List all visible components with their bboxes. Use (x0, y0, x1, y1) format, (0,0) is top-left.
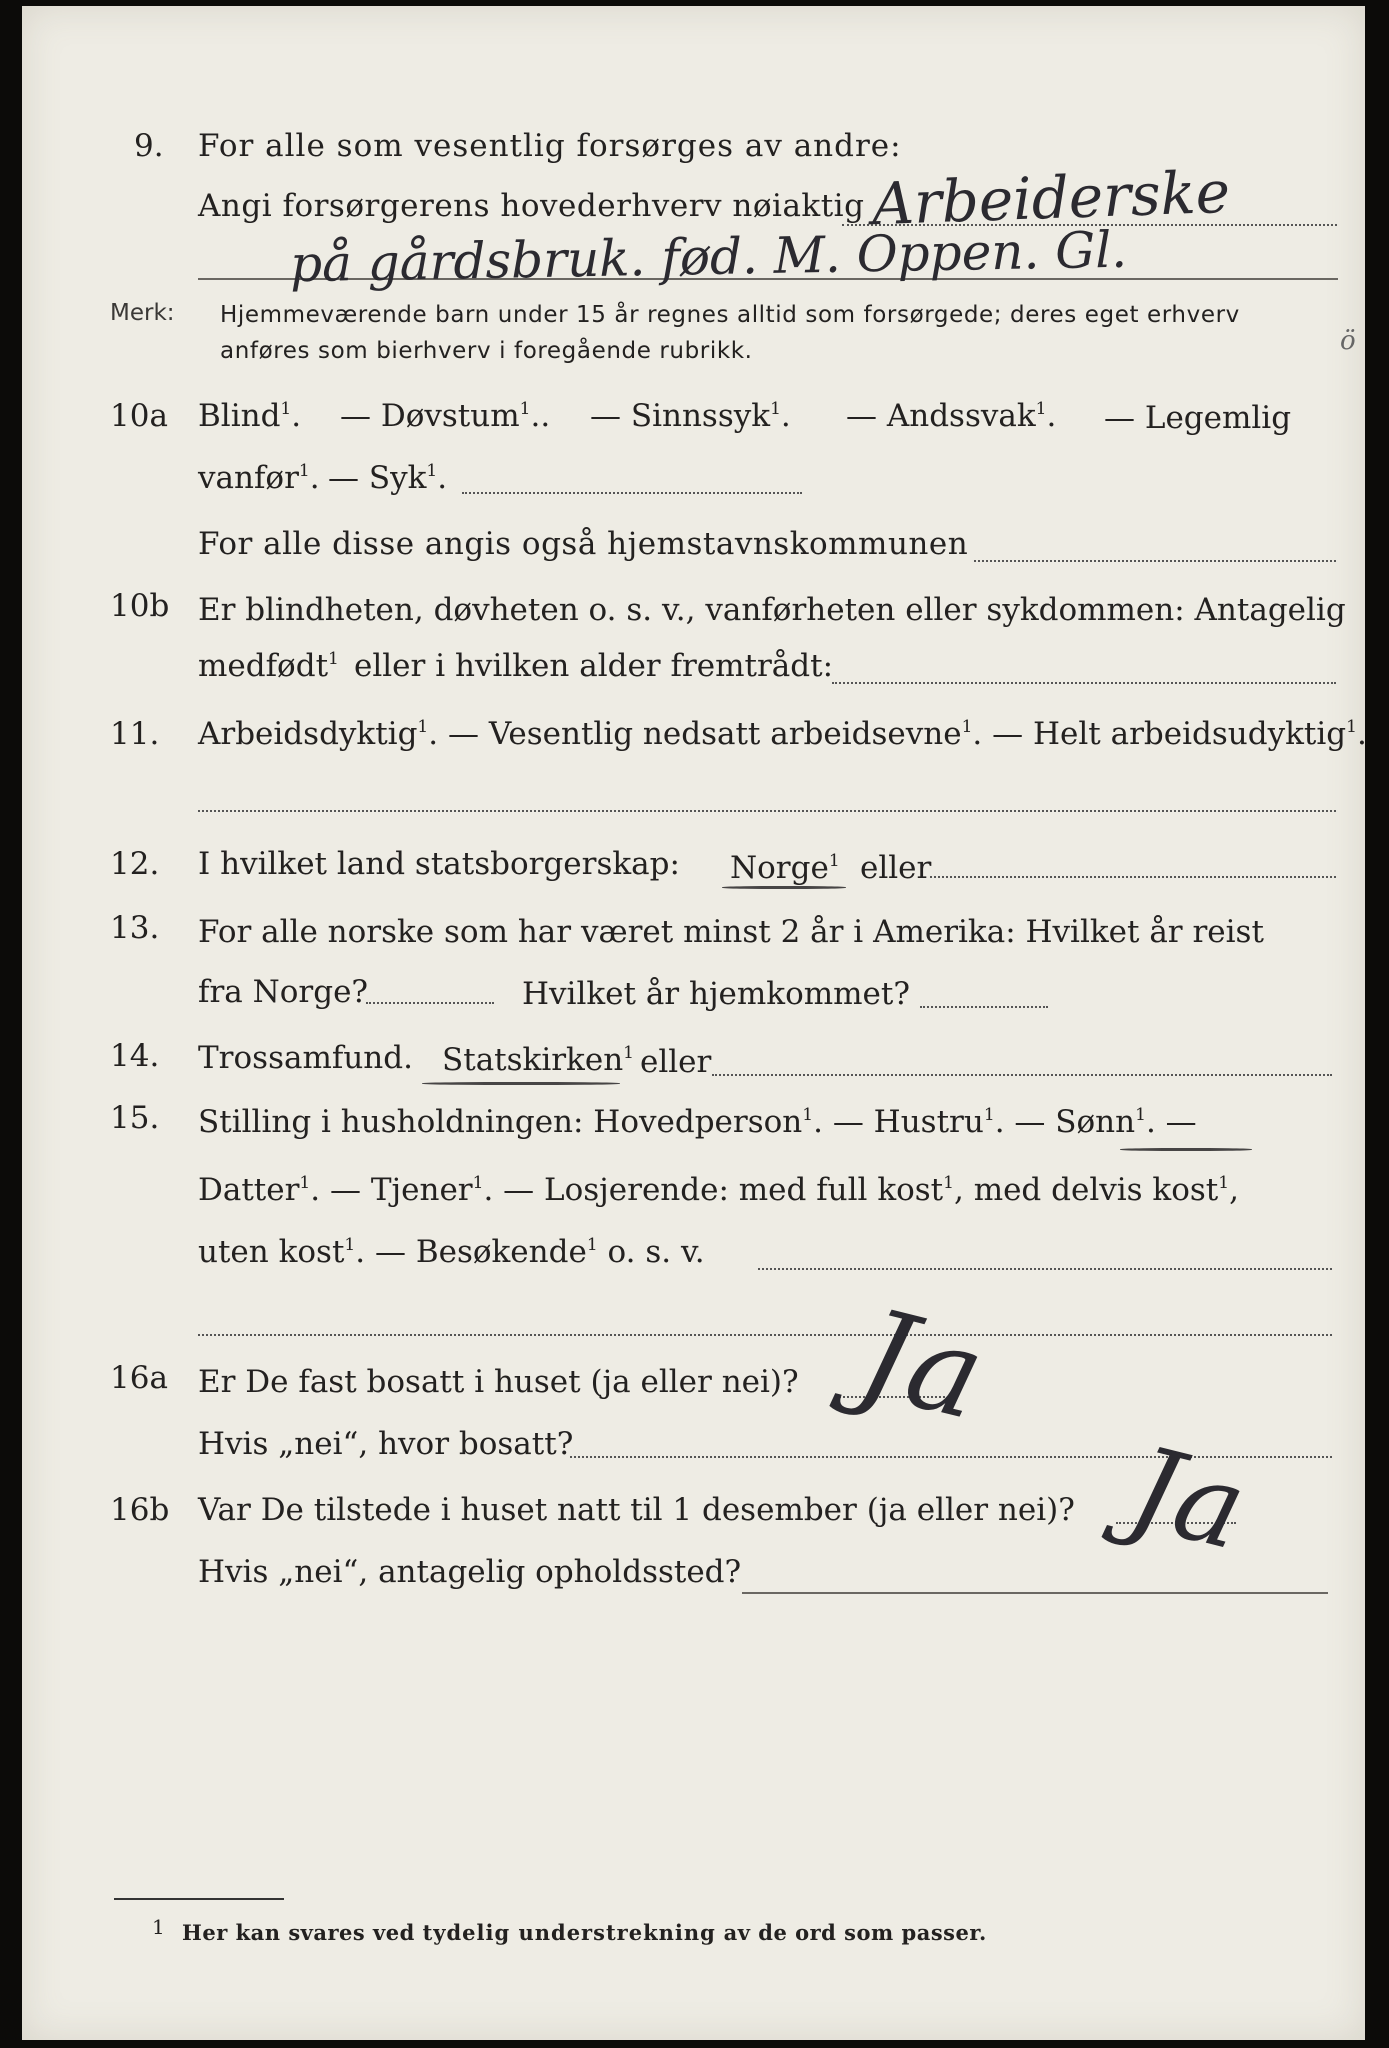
q15-line1: Stilling i husholdningen: Hovedperson$^1$. — Hustru$^1$. — Sønn$^1$. — (198, 1104, 1197, 1140)
q12-label: I hvilket land statsborgerskap: (198, 846, 680, 882)
q10a-blind: Blind$^1$. (198, 398, 302, 434)
q14-field[interactable] (712, 1074, 1332, 1076)
footnote-rule (114, 1898, 284, 1900)
q9-number: 9. (134, 128, 164, 164)
q11-number: 11. (110, 716, 160, 752)
q10a-sinnssyk: — Sinnssyk$^1$. (590, 398, 791, 434)
merk-label: Merk: (110, 300, 175, 326)
q15-line3: uten kost$^1$. — Besøkende$^1$ o. s. v. (198, 1234, 705, 1270)
q13-hjemkommet-label: Hvilket år hjemkommet? (522, 976, 910, 1012)
merk-line1: Hjemmeværende barn under 15 år regnes alltid som forsørgede; deres eget erhverv (220, 302, 1240, 328)
q10a-dovstum: — Døvstum$^1$.. (340, 398, 551, 434)
q12-number: 12. (110, 846, 160, 882)
q10a-syk: — Syk$^1$. (328, 460, 448, 496)
q16a-line1: Er De fast bosatt i huset (ja eller nei)? (198, 1364, 799, 1400)
q16a-line2: Hvis „nei“, hvor bosatt? (198, 1426, 574, 1462)
q10b-number: 10b (110, 588, 170, 624)
q10a-hjemstavn-field[interactable] (974, 560, 1336, 562)
q10b-medfodt: medfødt$^1$ (198, 648, 339, 684)
q16b-oppholdssted-field[interactable] (742, 1592, 1328, 1594)
q15-number: 15. (110, 1100, 160, 1136)
q14-label: Trossamfund. (198, 1040, 413, 1076)
q12-eller: eller (860, 850, 932, 886)
q14-eller: eller (640, 1044, 712, 1080)
census-form-page (22, 6, 1365, 2040)
q13-number: 13. (110, 910, 160, 946)
q10a-andssvak: — Andssvak$^1$. (846, 398, 1057, 434)
margin-note: ö (1340, 326, 1356, 356)
q16b-number: 16b (110, 1492, 170, 1528)
q15-field-2[interactable] (198, 1334, 1332, 1336)
q11-line: Arbeidsdyktig$^1$. — Vesentlig nedsatt arbeidsevne$^1$. — Helt arbeidsudyktig$^1$. (198, 716, 1367, 752)
q10a-line3: For alle disse angis også hjemstavnskommunen (198, 526, 969, 562)
q15-field-1[interactable] (758, 1268, 1332, 1270)
merk-line2: anføres som bierhverv i foregående rubrikk. (220, 338, 753, 364)
q13-hjemkommet-field[interactable] (920, 1006, 1048, 1008)
q9-line1: For alle som vesentlig forsørges av andre: (198, 128, 902, 164)
q10b-line2: eller i hvilken alder fremtrådt: (354, 648, 834, 684)
q15-sonn-underline (1120, 1148, 1252, 1151)
q13-reist-field[interactable] (366, 1002, 494, 1004)
q16b-line1: Var De tilstede i huset natt til 1 desember (ja eller nei)? (198, 1492, 1075, 1528)
q9-answer-handwriting-2: på gårdsbruk. fød. M. Oppen. Gl. (289, 220, 1128, 294)
q10a-legemlig: — Legemlig (1104, 400, 1292, 436)
q16a-number: 16a (110, 1360, 168, 1396)
q9-answer-handwriting-1: Arbeiderske (870, 157, 1232, 239)
footnote-text: Her kan svares ved tydelig understrekning av de ord som passer. (182, 1920, 987, 1945)
q10a-number: 10a (110, 398, 168, 434)
footnote-mark: 1 (152, 1915, 165, 1939)
q16a-answer-handwriting: Ja (846, 1283, 997, 1448)
q10b-field[interactable] (832, 682, 1336, 684)
q10a-vanfor: vanfør$^1$. (198, 460, 320, 496)
q10b-line1: Er blindheten, døvheten o. s. v., vanførheten eller sykdommen: Antagelig (198, 592, 1346, 628)
q14-number: 14. (110, 1038, 160, 1074)
q13-line1: For alle norske som har været minst 2 år i Amerika: Hvilket år reist (198, 914, 1264, 950)
q16b-line2: Hvis „nei“, antagelig opholdssted? (198, 1554, 742, 1590)
q12-field[interactable] (930, 876, 1336, 878)
q12-norge: Norge$^1$ (730, 850, 840, 886)
q14-statskirken: Statskirken$^1$ (442, 1042, 634, 1078)
q12-norge-underline (722, 886, 846, 889)
q9-line2-label: Angi forsørgerens hovederhverv nøiaktig (198, 188, 865, 224)
q11-field[interactable] (198, 810, 1336, 812)
q14-statskirken-underline (422, 1082, 620, 1085)
q15-line2: Datter$^1$. — Tjener$^1$. — Losjerende: med full kost$^1$, med delvis kost$^1$, (198, 1172, 1239, 1208)
q13-reist-label: fra Norge? (198, 974, 369, 1010)
q16b-answer-handwriting: Ja (1117, 1422, 1258, 1576)
q10a-syk-field[interactable] (462, 492, 802, 494)
